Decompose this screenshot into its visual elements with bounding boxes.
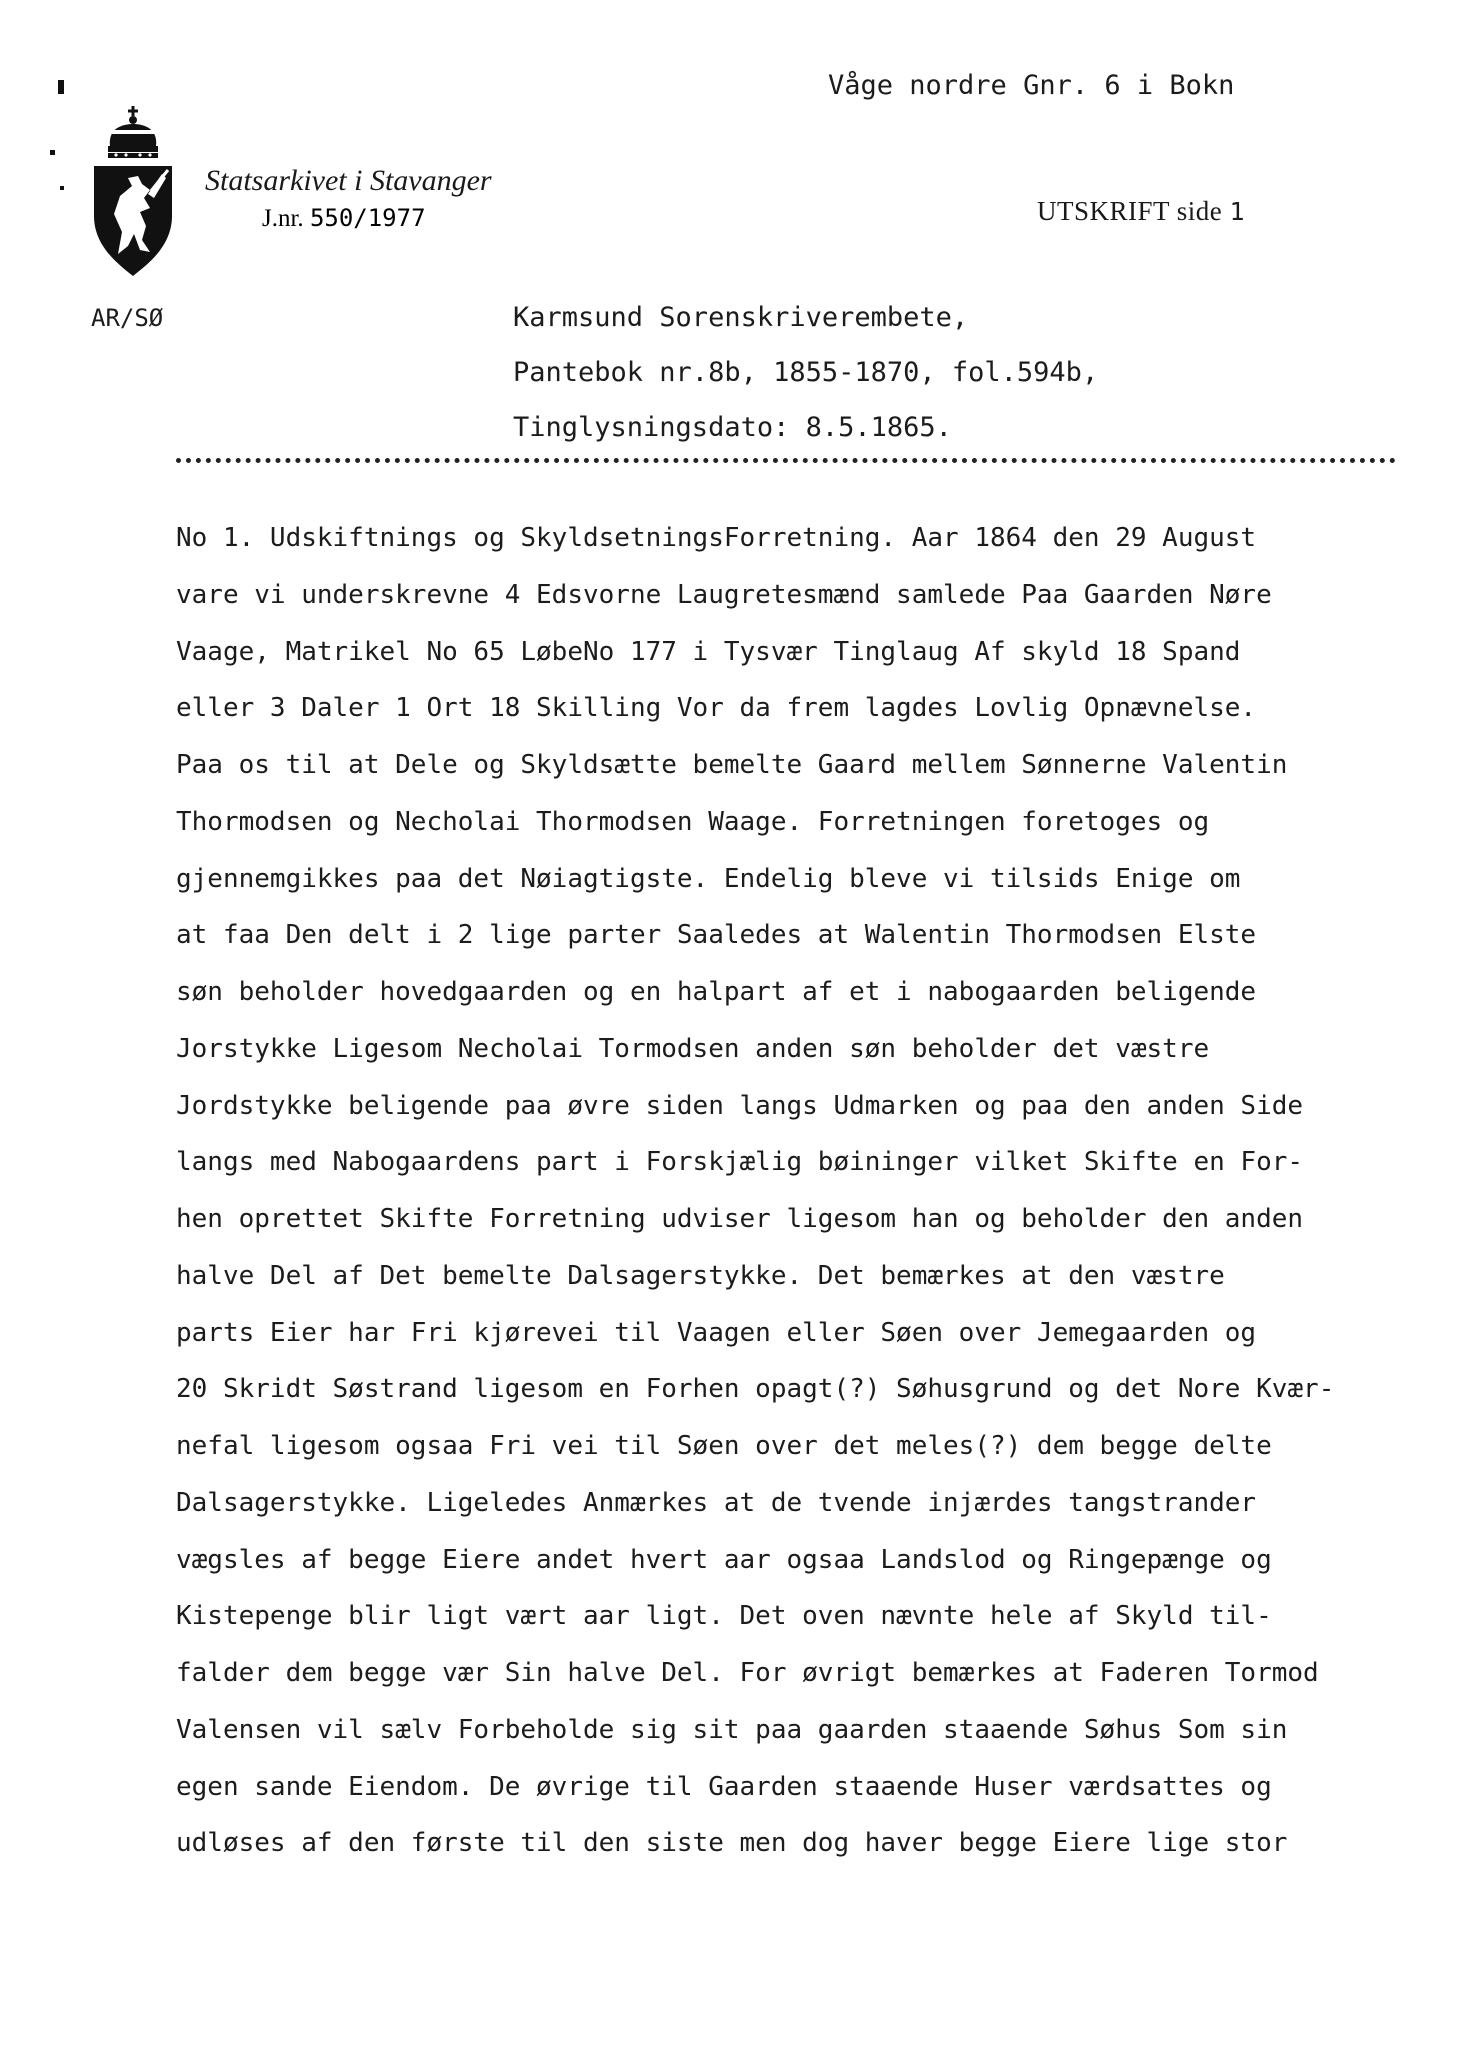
body-line: Kistepenge blir ligt vært aar ligt. Det oven nævnte hele af Skyld til-: [176, 1601, 1272, 1632]
body-line: gjennemgikkes paa det Nøiagtigste. Endelig bleve vi tilsids Enige om: [176, 863, 1241, 894]
body-line: 20 Skridt Søstrand ligesom en Forhen opagt(?) Søhusgrund og det Nore Kvær-: [176, 1374, 1335, 1405]
body-line: Paa os til at Dele og Skyldsætte bemelte Gaard mellem Sønnerne Valentin: [176, 750, 1288, 780]
dotted-divider: [176, 458, 1396, 463]
norwegian-coat-of-arms-icon: [88, 104, 178, 280]
body-line: langs med Nabogaardens part i Forskjælig bøininger vilket Skifte en For-: [176, 1147, 1304, 1178]
body-line: Vaage, Matrikel No 65 LøbeNo 177 i Tysvær Tinglaug Af skyld 18 Spand: [176, 636, 1241, 667]
body-line: søn beholder hovedgaarden og en halpart af et i nabogaarden beligende: [176, 977, 1257, 1007]
body-line: Dalsagerstykke. Ligeledes Anmærkes at de tvende injærdes tangstrander: [176, 1487, 1257, 1518]
body-line: egen sande Eiendom. De øvrige til Gaarden staaende Huser værdsattes og: [176, 1771, 1272, 1802]
body-line: eller 3 Daler 1 Ort 18 Skilling Vor da frem lagdes Lovlig Opnævnelse.: [176, 693, 1257, 724]
source-header: [513, 290, 1098, 455]
journal-label: J.nr.: [262, 205, 304, 232]
source-header-line: Pantebok nr.8b, 1855-1870, fol.594b,: [513, 357, 1099, 388]
body-line: vare vi underskrevne 4 Edsvorne Laugretesmænd samlede Paa Gaarden Nøre: [176, 579, 1272, 610]
journal-value: 550/1977: [309, 204, 426, 232]
margin-mark: [60, 186, 64, 190]
body-line: Thormodsen og Necholai Thormodsen Waage. Forretningen foretoges og: [176, 806, 1210, 837]
body-line: halve Del af Det bemelte Dalsagerstykke. Det bemærkes at den væstre: [176, 1260, 1225, 1291]
body-line: Jordstykke beligende paa øvre siden langs Udmarken og paa den anden Side: [176, 1090, 1304, 1121]
margin-mark: [50, 150, 55, 155]
source-header-line: Karmsund Sorenskriverembete,: [513, 302, 969, 333]
body-line: hen oprettet Skifte Forretning udviser ligesom han og beholder den anden: [176, 1204, 1304, 1234]
utskrift-text: UTSKRIFT side: [1037, 196, 1223, 226]
margin-mark: [58, 80, 64, 94]
body-line: Valensen vil sælv Forbeholde sig sit paa gaarden staaende Søhus Som sin: [176, 1714, 1288, 1745]
transcription-body: [176, 510, 1436, 1872]
body-line: parts Eier har Fri kjørevei til Vaagen eller Søen over Jemegaarden og: [176, 1317, 1257, 1348]
body-line: udløses af den første til den siste men dog haver begge Eiere lige stor: [176, 1828, 1288, 1859]
journal-number: [262, 204, 426, 233]
initials: AR/SØ: [91, 304, 164, 332]
source-header-line: Tinglysningsdato: 8.5.1865.: [513, 412, 952, 443]
archive-name: Statsarkivet i Stavanger: [205, 164, 492, 197]
body-line: No 1. Udskiftnings og SkyldsetningsForretning. Aar 1864 den 29 August: [176, 523, 1257, 553]
body-line: Jorstykke Ligesom Necholai Tormodsen anden søn beholder det væstre: [176, 1033, 1210, 1064]
utskrift-label: [1037, 196, 1245, 227]
body-line: at faa Den delt i 2 lige parter Saaledes at Walentin Thormodsen Elste: [176, 920, 1257, 951]
page-number: 1: [1229, 197, 1246, 226]
property-reference: Våge nordre Gnr. 6 i Bokn: [828, 70, 1235, 101]
body-line: vægsles af begge Eiere andet hvert aar ogsaa Landslod og Ringepænge og: [176, 1544, 1272, 1575]
body-line: falder dem begge vær Sin halve Del. For øvrigt bemærkes at Faderen Tormod: [176, 1658, 1319, 1688]
body-line: nefal ligesom ogsaa Fri vei til Søen over det meles(?) dem begge delte: [176, 1431, 1272, 1461]
